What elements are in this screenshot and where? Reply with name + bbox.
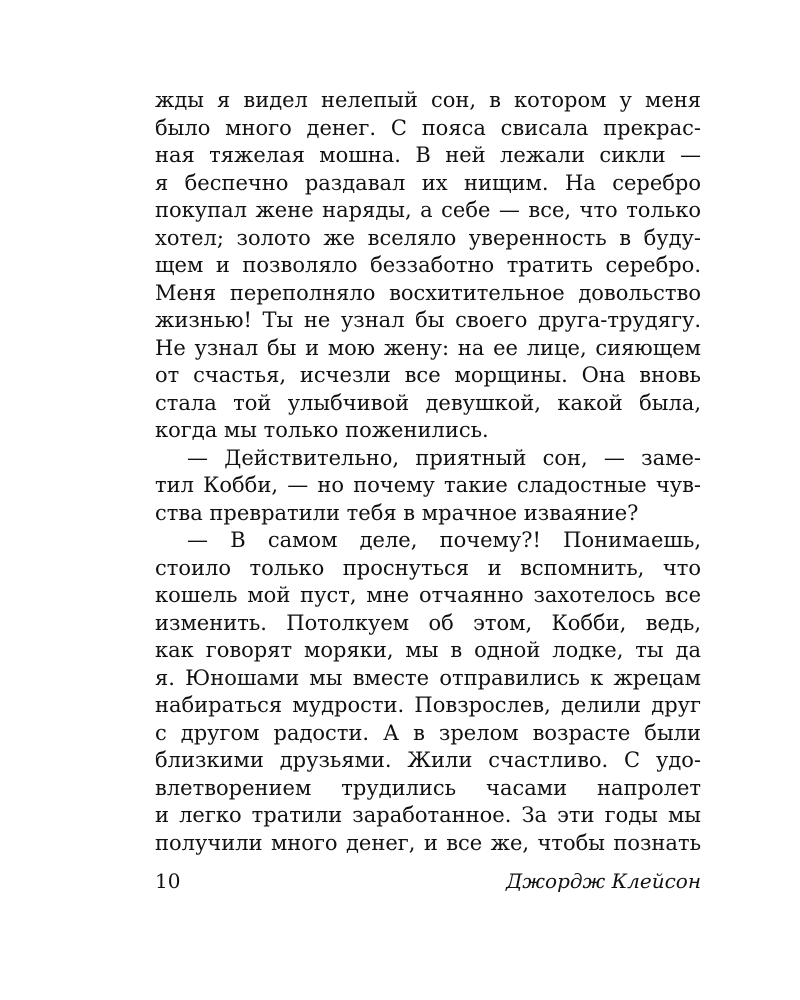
text-line: жды я видел нелепый сон, в котором у меня xyxy=(155,88,701,112)
text-line: влетворением трудились часами напролет xyxy=(155,775,701,800)
running-title: Джордж Клейсон xyxy=(506,869,701,893)
text-line: щем и позволяло беззаботно тратить серебро. xyxy=(155,253,701,277)
text-line: стоило только проснуться и вспомнить, что xyxy=(155,555,701,580)
text-line: было много денег. С пояса свисала прекрас- xyxy=(155,115,701,140)
text-line: хотел; золото же вселяло уверенность в буду- xyxy=(155,225,701,250)
text-line: я. Юношами мы вместе отправились к жрецам xyxy=(155,665,701,690)
text-line: Не узнал бы и мою жену: на ее лице, сияющем xyxy=(155,335,701,360)
page-text xyxy=(155,87,701,857)
text-line: ства превратили тебя в мрачное изваяние? xyxy=(155,500,639,525)
text-line: — Действительно, приятный сон, — заме- xyxy=(187,445,701,470)
text-line: изменить. Потолкуем об этом, Кобби, ведь, xyxy=(155,610,701,635)
text-line: кошель мой пуст, мне отчаянно захотелось все xyxy=(155,583,701,607)
text-line: и легко тратили заработанное. За эти годы мы xyxy=(155,803,701,827)
text-line: стала той улыбчивой девушкой, какой была, xyxy=(155,390,701,415)
text-line: когда мы только поженились. xyxy=(155,418,489,442)
text-line: ная тяжелая мошна. В ней лежали сикли — xyxy=(155,143,701,167)
text-line: покупал жене наряды, а себе — все, что только xyxy=(155,198,701,222)
text-line: я беспечно раздавал их нищим. На серебро xyxy=(155,170,701,195)
text-line: от счастья, исчезли все морщины. Она вновь xyxy=(155,363,701,387)
text-line: с другом радости. А в зрелом возрасте были xyxy=(155,720,701,745)
text-line: — В самом деле, почему?! Понимаешь, xyxy=(187,528,701,552)
text-line: как говорят моряки, мы в одной лодке, ты да xyxy=(155,638,701,662)
page-footer xyxy=(155,866,701,896)
text-line: близкими друзьями. Жили счастливо. С удо- xyxy=(155,748,701,772)
page-number: 10 xyxy=(155,869,181,893)
text-line: Меня переполняло восхитительное довольство xyxy=(155,280,701,305)
text-line: тил Кобби, — но почему такие сладостные чув- xyxy=(155,473,701,497)
text-line: получили много денег, и все же, чтобы познать xyxy=(155,830,701,855)
text-line: набираться мудрости. Повзрослев, делили друг xyxy=(155,693,701,717)
text-line: жизнью! Ты не узнал бы своего друга-трудягу. xyxy=(155,308,701,332)
